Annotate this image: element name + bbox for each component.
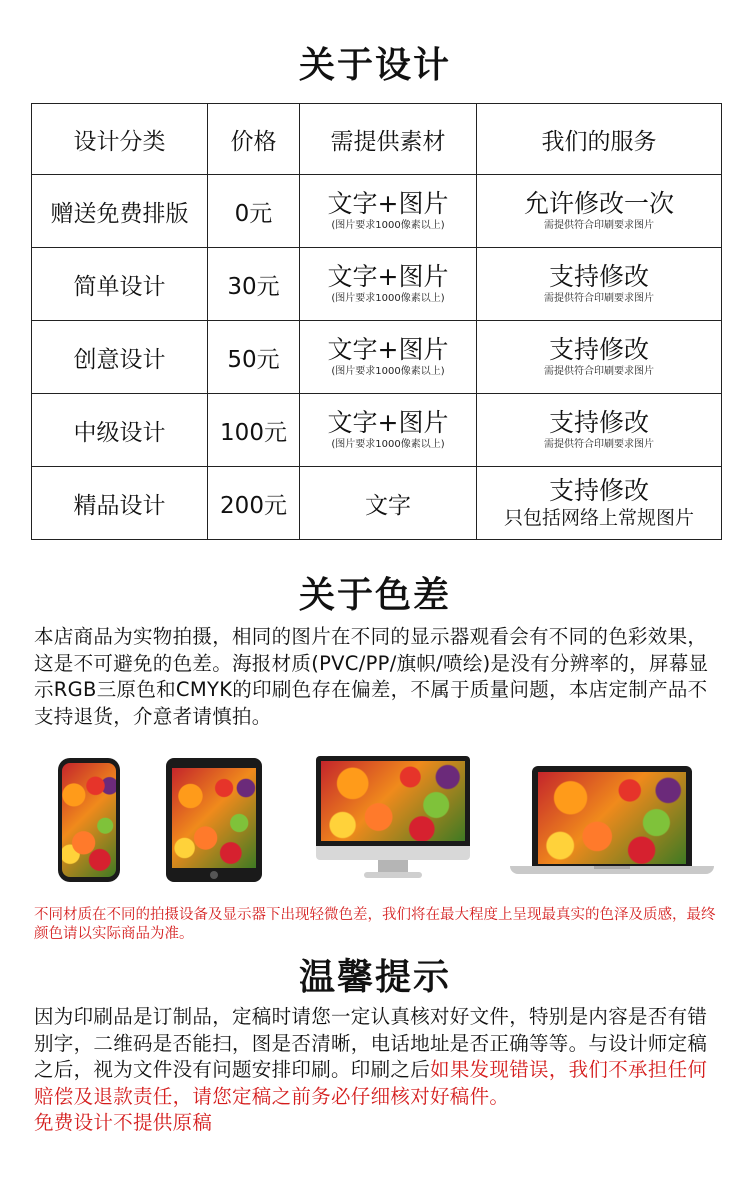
service-text: 支持修改 [548,262,649,291]
cell-service [477,321,722,394]
tips-text-warning: 如果发现错误，我们不承担任何赔偿及退款责任，请您定稿之前务必仔细核对好稿件。 [34,1058,708,1108]
material-text: 文字+图片 [327,189,449,218]
section-title-design: 关于设计 [298,45,451,86]
tablet-icon [166,758,262,882]
cell-category: 中级设计 [32,394,208,467]
material-text: 文字+图片 [327,408,449,437]
section-title-tips: 温馨提示 [298,957,451,998]
table-row [32,467,722,540]
cell-material [300,248,477,321]
service-text: 支持修改 [548,476,649,505]
service-text: 允许修改一次 [523,189,674,218]
laptop-icon [510,766,714,880]
service-note: 需提供符合印刷要求图片 [544,366,654,377]
service-text: 支持修改 [548,408,649,437]
cell-material [300,321,477,394]
cell-category: 简单设计 [32,248,208,321]
header-category: 设计分类 [32,104,208,175]
cell-category: 赠送免费排版 [32,175,208,248]
header-service: 我们的服务 [477,104,722,175]
tips-text [34,1004,724,1137]
material-text: 文字+图片 [327,335,449,364]
cell-service [477,175,722,248]
desktop-monitor-icon [316,756,470,882]
section-title-color-difference: 关于色差 [298,575,451,616]
cell-material [300,394,477,467]
tips-text-main: 因为印刷品是订制品，定稿时请您一定认真核对好文件，特别是内容是否有错别字，二维码是否能扫，图是否清晰，电话地址是否正确等等。与设计师定稿之后，视为文件没有问题安排印刷。印刷之后 [34,1005,708,1081]
tips-text-no-source-files: 免费设计不提供原稿 [34,1111,213,1134]
table-row [32,321,722,394]
phone-icon [58,758,120,882]
cell-service [477,248,722,321]
pricing-table [31,103,722,540]
table-row [32,394,722,467]
cell-material: 文字 [300,467,477,540]
table-row [32,248,722,321]
cell-material [300,175,477,248]
color-difference-note: 不同材质在不同的拍摄设备及显示器下出现轻微色差，我们将在最大程度上呈现最真实的色泽及质感，最终颜色请以实际商品为准。 [34,907,716,942]
material-note: (图片要求1000像素以上) [331,439,445,450]
header-material: 需提供素材 [300,104,477,175]
cell-price: 0元 [208,175,300,248]
cell-service [477,394,722,467]
header-price: 价格 [208,104,300,175]
table-header-row [32,104,722,175]
color-difference-text: 本店商品为实物拍摄，相同的图片在不同的显示器观看会有不同的色彩效果，这是不可避免的色差。海报材质(PVC/PP/旗帜/喷绘)是没有分辨率的，屏幕显示RGB三原色和CMYK的印刷色存在偏差，不属于质量问题，本店定制产品不支持退货，介意者请慎拍。 [34,625,709,728]
cell-price: 100元 [208,394,300,467]
cell-price: 50元 [208,321,300,394]
cell-service [477,467,722,540]
service-note: 需提供符合印刷要求图片 [544,220,654,231]
service-text: 支持修改 [548,335,649,364]
material-note: (图片要求1000像素以上) [331,220,445,231]
cell-price: 200元 [208,467,300,540]
material-text: 文字+图片 [327,262,449,291]
table-row [32,175,722,248]
service-note: 需提供符合印刷要求图片 [544,439,654,450]
cell-category: 创意设计 [32,321,208,394]
material-note: (图片要求1000像素以上) [331,293,445,304]
cell-category: 精品设计 [32,467,208,540]
cell-price: 30元 [208,248,300,321]
service-note: 只包括网络上常规图片 [503,507,694,529]
service-note: 需提供符合印刷要求图片 [544,293,654,304]
material-note: (图片要求1000像素以上) [331,366,445,377]
